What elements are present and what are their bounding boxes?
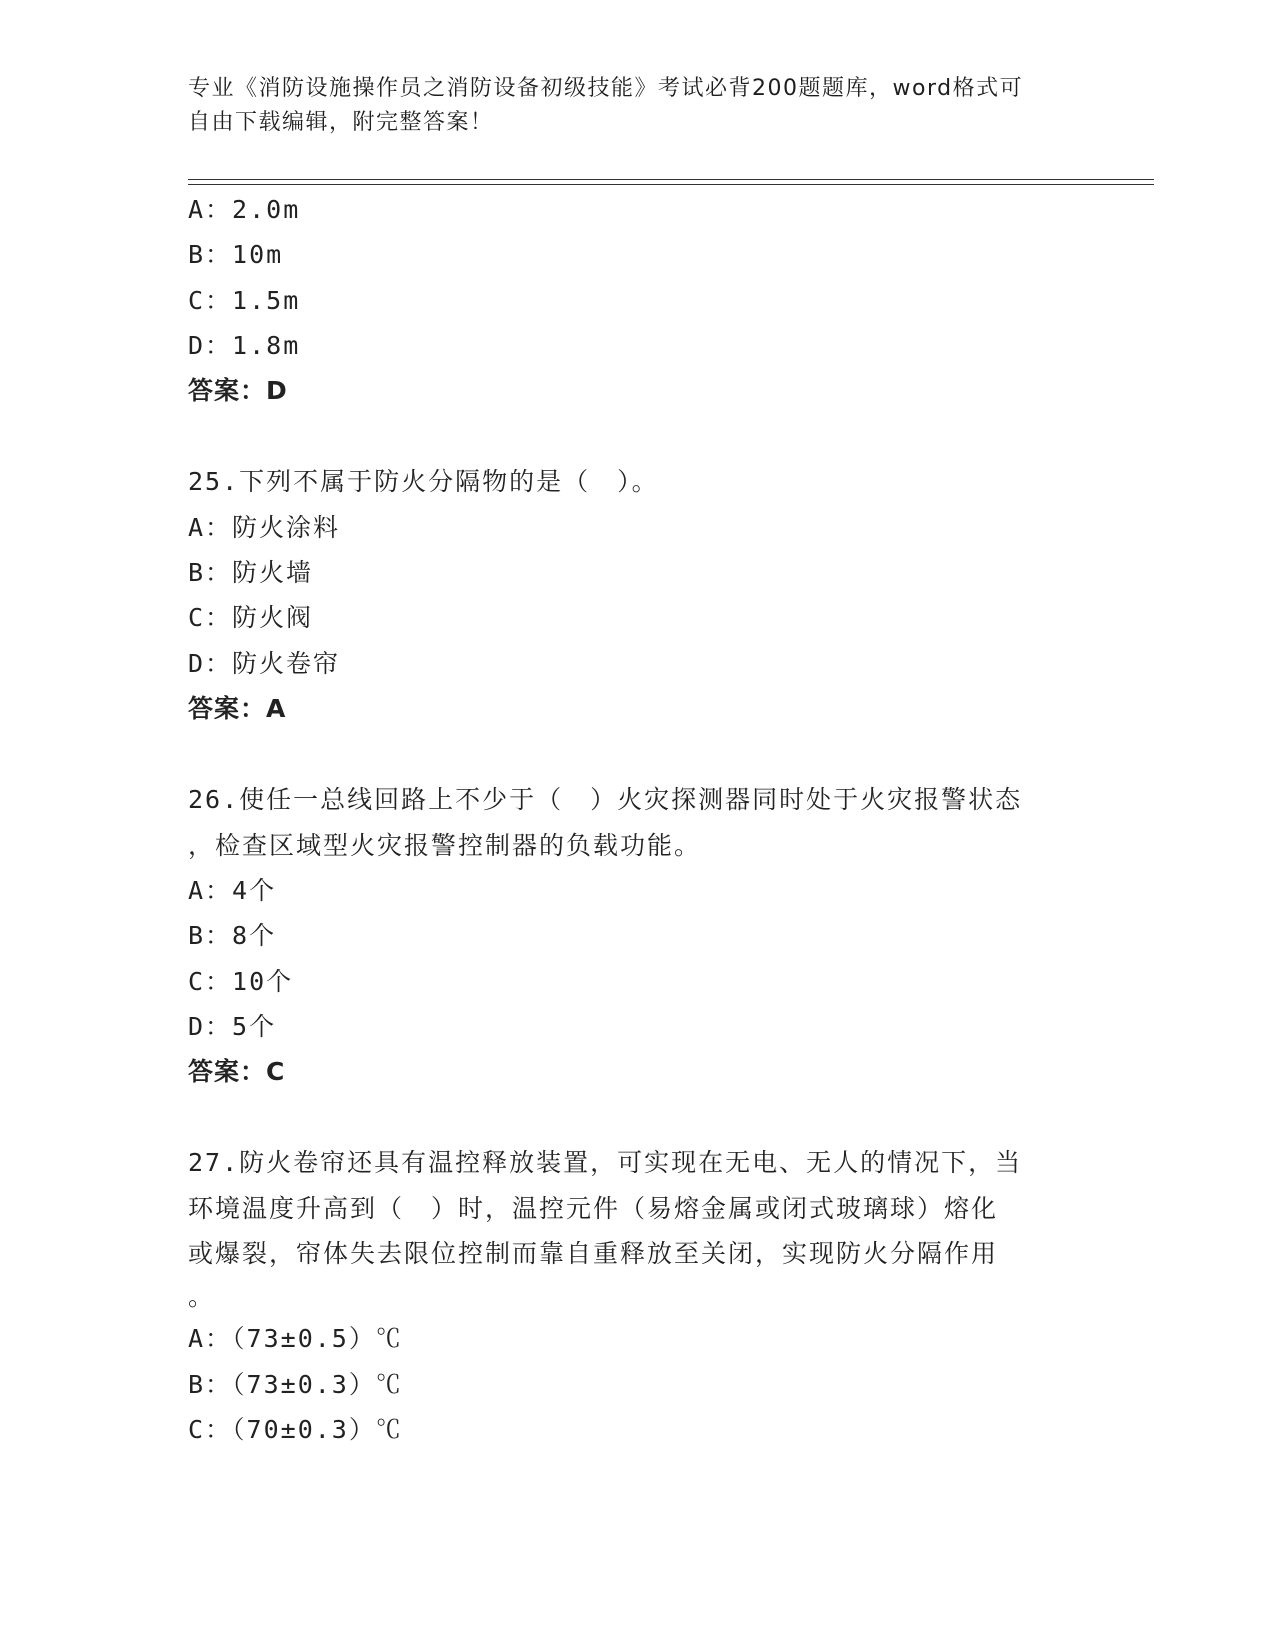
q24-answer: 答案：D (188, 376, 288, 405)
document-header (188, 72, 1088, 140)
header-line-2: 自由下载编辑，附完整答案！ (188, 110, 494, 135)
q27-option-b: B：（73±0.3）℃ (188, 1370, 403, 1399)
q27-option-a: A：（73±0.5）℃ (188, 1324, 403, 1353)
q27-question-line-3: 或爆裂，帘体失去限位控制而靠自重释放至关闭，实现防火分隔作用 (188, 1239, 999, 1268)
q26-option-d: D：5个 (188, 1012, 277, 1041)
q25-option-b: B：防火墙 (188, 558, 314, 587)
q26-option-a: A：4个 (188, 876, 277, 905)
q26-question-line-2: ，检查区域型火灾报警控制器的负载功能。 (188, 831, 702, 860)
q27-question-line-4: 。 (188, 1282, 216, 1311)
header-line-1: 专业《消防设施操作员之消防设备初级技能》考试必背200题题库，word格式可 (188, 76, 1024, 101)
header-divider (188, 179, 1154, 185)
q27-question-line-2: 环境温度升高到（ ）时，温控元件（易熔金属或闭式玻璃球）熔化 (188, 1194, 999, 1223)
q26-option-b: B：8个 (188, 921, 277, 950)
q25-answer: 答案：A (188, 694, 287, 723)
q24-option-a: A：2.0m (188, 195, 301, 224)
q25-option-d: D：防火卷帘 (188, 649, 341, 678)
q27-option-c: C：（70±0.3）℃ (188, 1415, 403, 1444)
q26-option-c: C：10个 (188, 967, 294, 996)
q26-question-line-1: 26.使任一总线回路上不少于（ ）火灾探测器同时处于火灾报警状态 (188, 785, 1023, 814)
q24-option-b: B：10m (188, 240, 284, 269)
q25-option-c: C：防火阀 (188, 603, 314, 632)
q24-option-d: D：1.8m (188, 331, 301, 360)
q24-option-c: C：1.5m (188, 286, 301, 315)
q27-question-line-1: 27.防火卷帘还具有温控释放装置，可实现在无电、无人的情况下，当 (188, 1148, 1023, 1177)
q25-option-a: A：防火涂料 (188, 513, 341, 542)
q26-answer: 答案：C (188, 1057, 286, 1086)
q25-question: 25.下列不属于防火分隔物的是（ ）。 (188, 467, 659, 496)
